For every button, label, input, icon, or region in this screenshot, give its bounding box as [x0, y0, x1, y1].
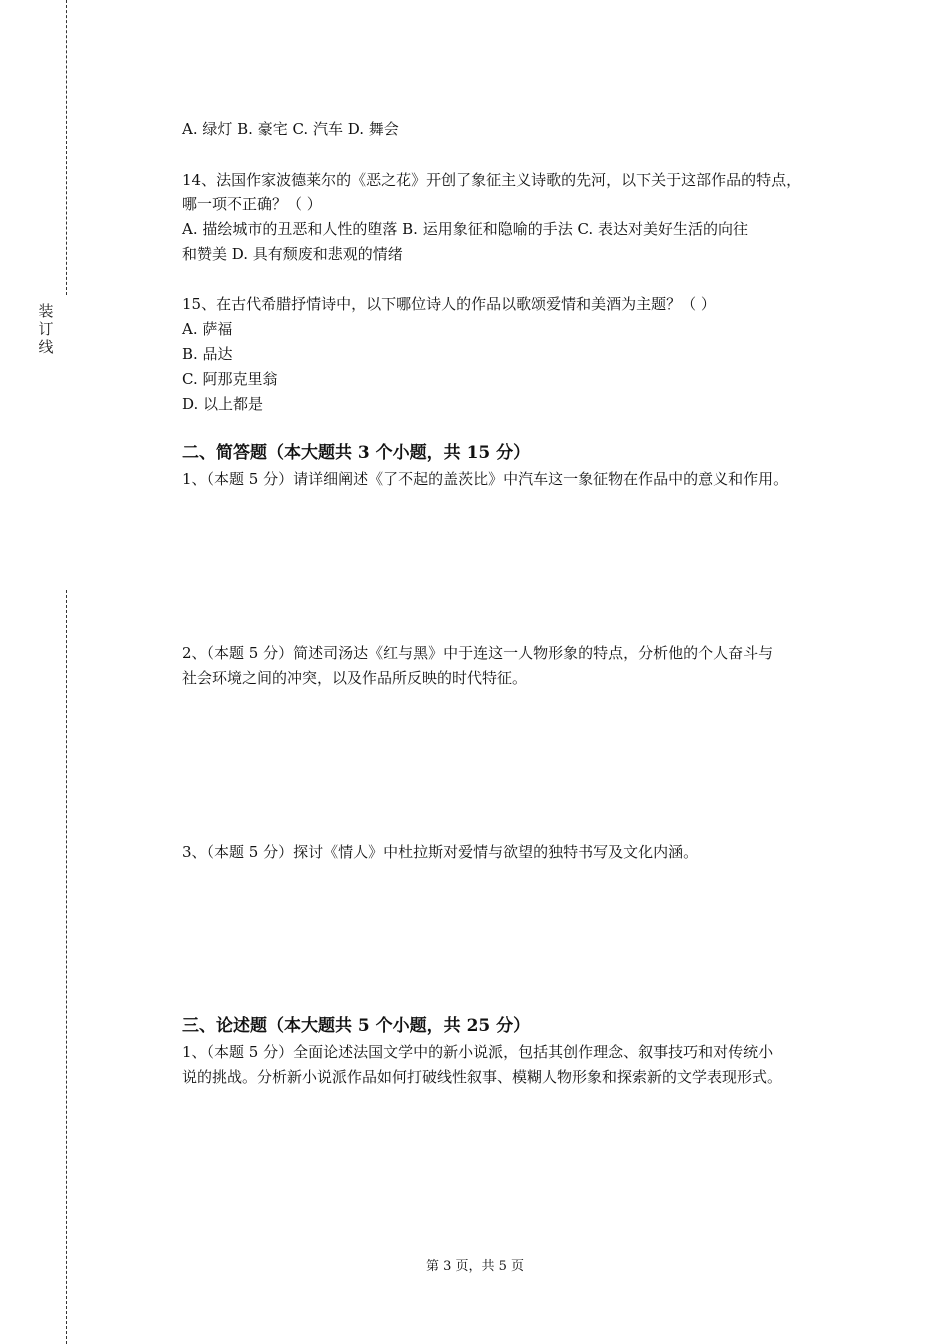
- q15-option-c: C. 阿那克里翁: [182, 370, 278, 388]
- section2-heading: 二、简答题（本大题共 3 个小题，共 15 分）: [182, 443, 531, 463]
- q14-options-line1: A. 描绘城市的丑恶和人性的堕落 B. 运用象征和隐喻的手法 C. 表达对美好生活的向往: [182, 220, 748, 238]
- q14-stem-line2: 哪一项不正确？（ ）: [182, 195, 322, 213]
- section3-q1-line1: 1、（本题 5 分）全面论述法国文学中的新小说派，包括其创作理念、叙事技巧和对传统小: [182, 1043, 774, 1061]
- binding-char-3: 线: [38, 338, 54, 356]
- q14-options-line2: 和赞美 D. 具有颓废和悲观的情绪: [182, 245, 403, 263]
- q15-option-a: A. 萨福: [182, 320, 233, 338]
- binding-label: [36, 302, 56, 356]
- q13-options: A. 绿灯 B. 豪宅 C. 汽车 D. 舞会: [182, 120, 399, 138]
- section2-q2-line1: 2、（本题 5 分）简述司汤达《红与黑》中于连这一人物形象的特点，分析他的个人奋斗与: [182, 644, 774, 662]
- binding-dashed-line-bottom: [66, 590, 67, 1344]
- binding-char-2: 订: [38, 320, 54, 338]
- q15-stem: 15、在古代希腊抒情诗中，以下哪位诗人的作品以歌颂爱情和美酒为主题？（ ）: [182, 295, 716, 313]
- q14-stem-line1: 14、法国作家波德莱尔的《恶之花》开创了象征主义诗歌的先河，以下关于这部作品的特点，: [182, 171, 802, 189]
- section2-q2-line2: 社会环境之间的冲突，以及作品所反映的时代特征。: [182, 669, 528, 687]
- q15-option-b: B. 品达: [182, 345, 233, 363]
- binding-dashed-line-top: [66, 0, 67, 295]
- section3-q1-line2: 说的挑战。分析新小说派作品如何打破线性叙事、模糊人物形象和探索新的文学表现形式。: [182, 1068, 783, 1086]
- section3-heading: 三、论述题（本大题共 5 个小题，共 25 分）: [182, 1016, 531, 1036]
- section2-q3: 3、（本题 5 分）探讨《情人》中杜拉斯对爱情与欲望的独特书写及文化内涵。: [182, 843, 699, 861]
- section2-q1: 1、（本题 5 分）请详细阐述《了不起的盖茨比》中汽车这一象征物在作品中的意义和作用。: [182, 470, 789, 488]
- q15-option-d: D. 以上都是: [182, 395, 264, 413]
- binding-char-1: 装: [38, 302, 54, 320]
- page-footer: 第 3 页，共 5 页: [425, 1259, 525, 1274]
